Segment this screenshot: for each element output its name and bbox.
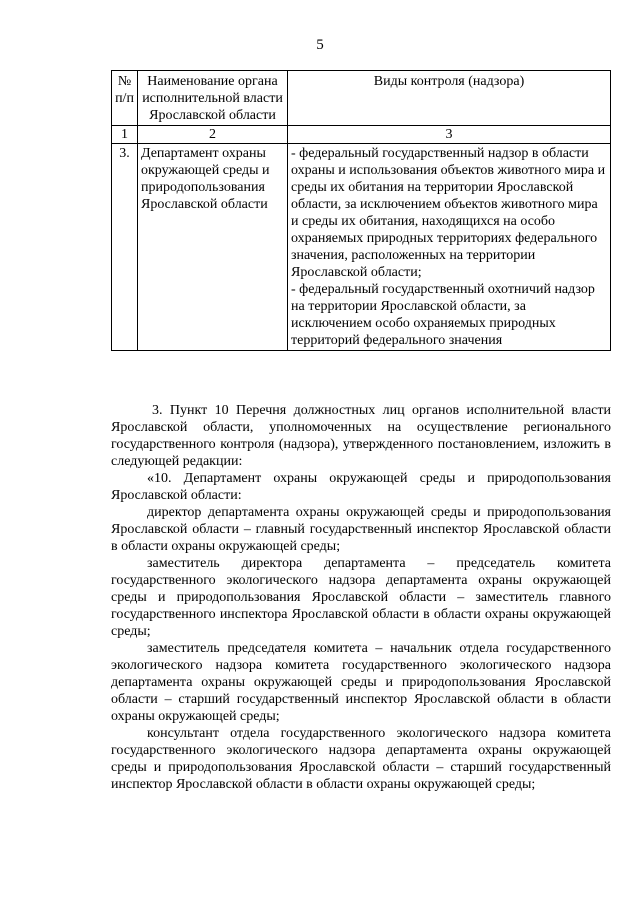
document-body xyxy=(111,402,611,793)
row-num: 3. xyxy=(112,144,138,351)
paragraph-deputy-chair: заместитель председателя комитета – начальник отдела государственного экологического надзора комитета государственного экологического надзора департамента охраны окружающей среды и природопользования Ярославской области – старший государственный инспектор Ярославской области в области охраны окружающей среды; xyxy=(111,641,611,724)
paragraph-deputy-director: заместитель директора департамента – председатель комитета государственного экологического надзора департамента охраны окружающей среды и природопользования Ярославской области – заместитель главного государственного инспектора Ярославской области в области охраны окружающей среды; xyxy=(111,556,611,639)
paragraph-item-3: 3. Пункт 10 Перечня должностных лиц органов исполнительной власти Ярославской области, уполномоченных на осуществление регионального государственного контроля (надзора), утвержденного постановлением, изложить в следующей редакции: xyxy=(111,403,611,469)
table-row xyxy=(112,144,611,351)
column-number-1: 1 xyxy=(112,126,138,144)
control-types-table xyxy=(111,70,611,351)
page-number: 5 xyxy=(316,37,324,53)
control-type-1: - федеральный государственный надзор в области охраны и использования объектов животного мира и среды их обитания на территории Ярославской области, за исключением объектов животного мира и среды их обитания, находящихся на особо охраняемых природных территориях федерального значения, расположенных на территории Ярославской области; xyxy=(291,146,606,280)
column-number-row xyxy=(112,126,611,144)
column-number-3: 3 xyxy=(288,126,611,144)
header-organ: Наименование органа исполнительной власти Ярославской области xyxy=(138,71,288,126)
paragraph-director: директор департамента охраны окружающей среды и природопользования Ярославской области – главный государственный инспектор Ярославской области в области охраны окружающей среды; xyxy=(111,505,611,554)
header-control-types: Виды контроля (надзора) xyxy=(288,71,611,126)
header-num: № п/п xyxy=(112,71,138,126)
table-header-row xyxy=(112,71,611,126)
row-organ: Департамент охраны окружающей среды и природопользования Ярославской области xyxy=(138,144,288,351)
paragraph-item-10: «10. Департамент охраны окружающей среды и природопользования Ярославской области: xyxy=(111,471,611,503)
control-type-2: - федеральный государственный охотничий надзор на территории Ярославской области, за исключением особо охраняемых природных территорий федерального значения xyxy=(291,282,595,348)
row-control-types xyxy=(288,144,611,351)
paragraph-consultant: консультант отдела государственного экологического надзора комитета государственного экологического надзора департамента охраны окружающей среды и природопользования Ярославской области – старший государственный инспектор Ярославской области в области охраны окружающей среды; xyxy=(111,726,611,792)
column-number-2: 2 xyxy=(138,126,288,144)
